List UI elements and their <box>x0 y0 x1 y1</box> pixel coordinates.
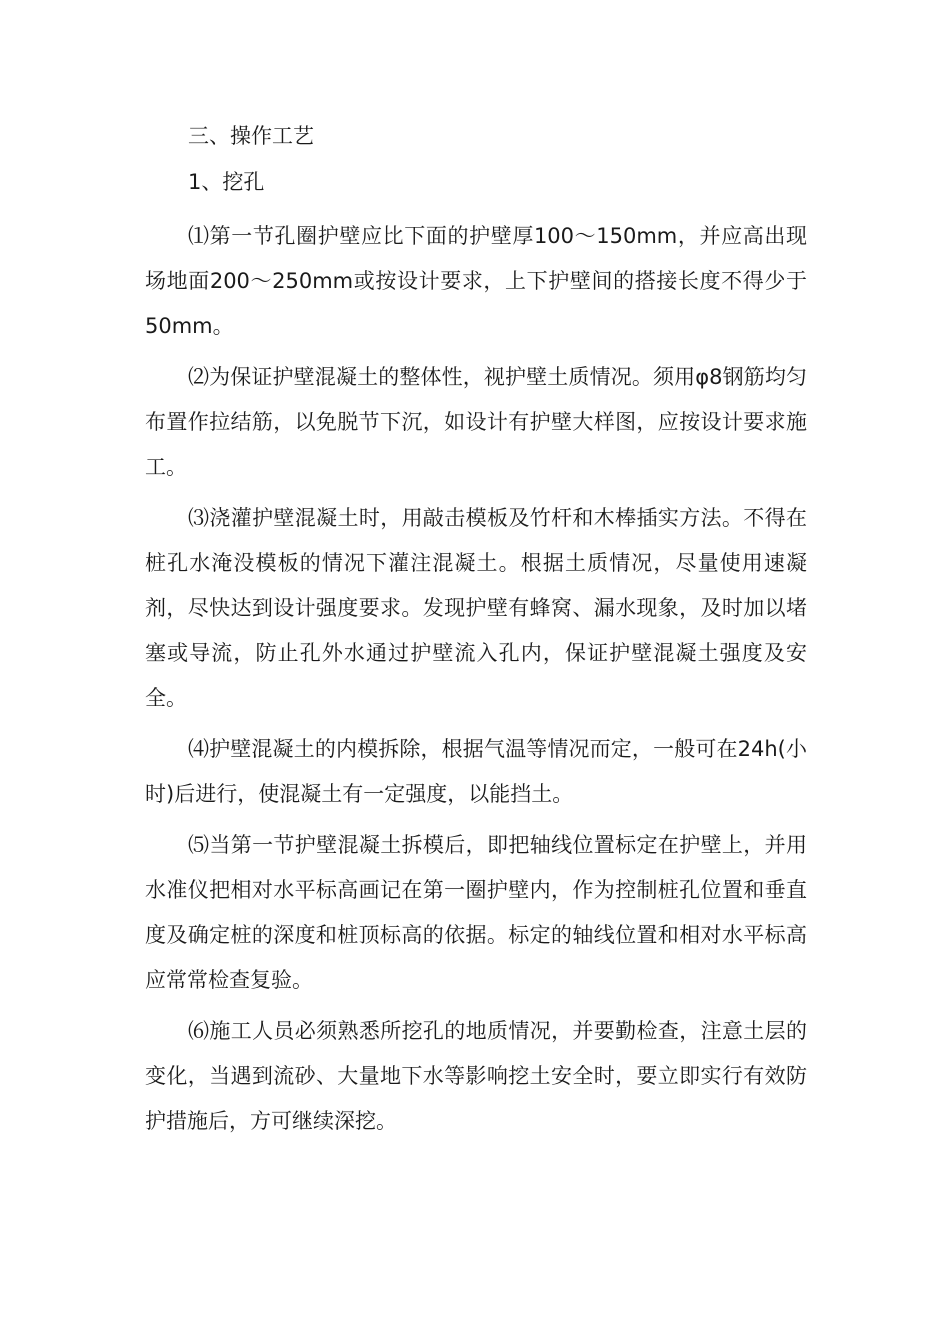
document-body <box>145 116 807 1144</box>
paragraph-4: ⑷护壁混凝土的内模拆除，根据气温等情况而定，一般可在24h(小时)后进行，使混凝土有一定强度，以能挡土。 <box>145 737 807 806</box>
paragraph-3: ⑶浇灌护壁混凝土时，用敲击模板及竹杆和木棒插实方法。不得在桩孔水淹没模板的情况下灌注混凝土。根据土质情况，尽量使用速凝剂，尽快达到设计强度要求。发现护壁有蜂窝、漏水现象，及时加以堵塞或导流，防止孔外水通过护壁流入孔内，保证护壁混凝土强度及安全。 <box>145 506 807 710</box>
paragraph-1: ⑴第一节孔圈护壁应比下面的护壁厚100～150mm，并应高出现场地面200～250mm或按设计要求，上下护壁间的搭接长度不得少于50mm。 <box>145 224 807 338</box>
paragraph-2: ⑵为保证护壁混凝土的整体性，视护壁土质情况。须用φ8钢筋均匀布置作拉结筋，以免脱节下沉，如设计有护壁大样图，应按设计要求施工。 <box>145 365 807 479</box>
subsection-title: 1、挖孔 <box>188 170 265 194</box>
paragraph-6: ⑹施工人员必须熟悉所挖孔的地质情况，并要勤检查，注意土层的变化，当遇到流砂、大量地下水等影响挖土安全时，要立即实行有效防护措施后，方可继续深挖。 <box>145 1019 807 1133</box>
section-title: 三、操作工艺 <box>188 124 314 148</box>
paragraph-5: ⑸当第一节护壁混凝土拆模后，即把轴线位置标定在护壁上，并用水准仪把相对水平标高画记在第一圈护壁内，作为控制桩孔位置和垂直度及确定桩的深度和桩顶标高的依据。标定的轴线位置和相对水平标高应常常检查复验。 <box>145 833 807 992</box>
